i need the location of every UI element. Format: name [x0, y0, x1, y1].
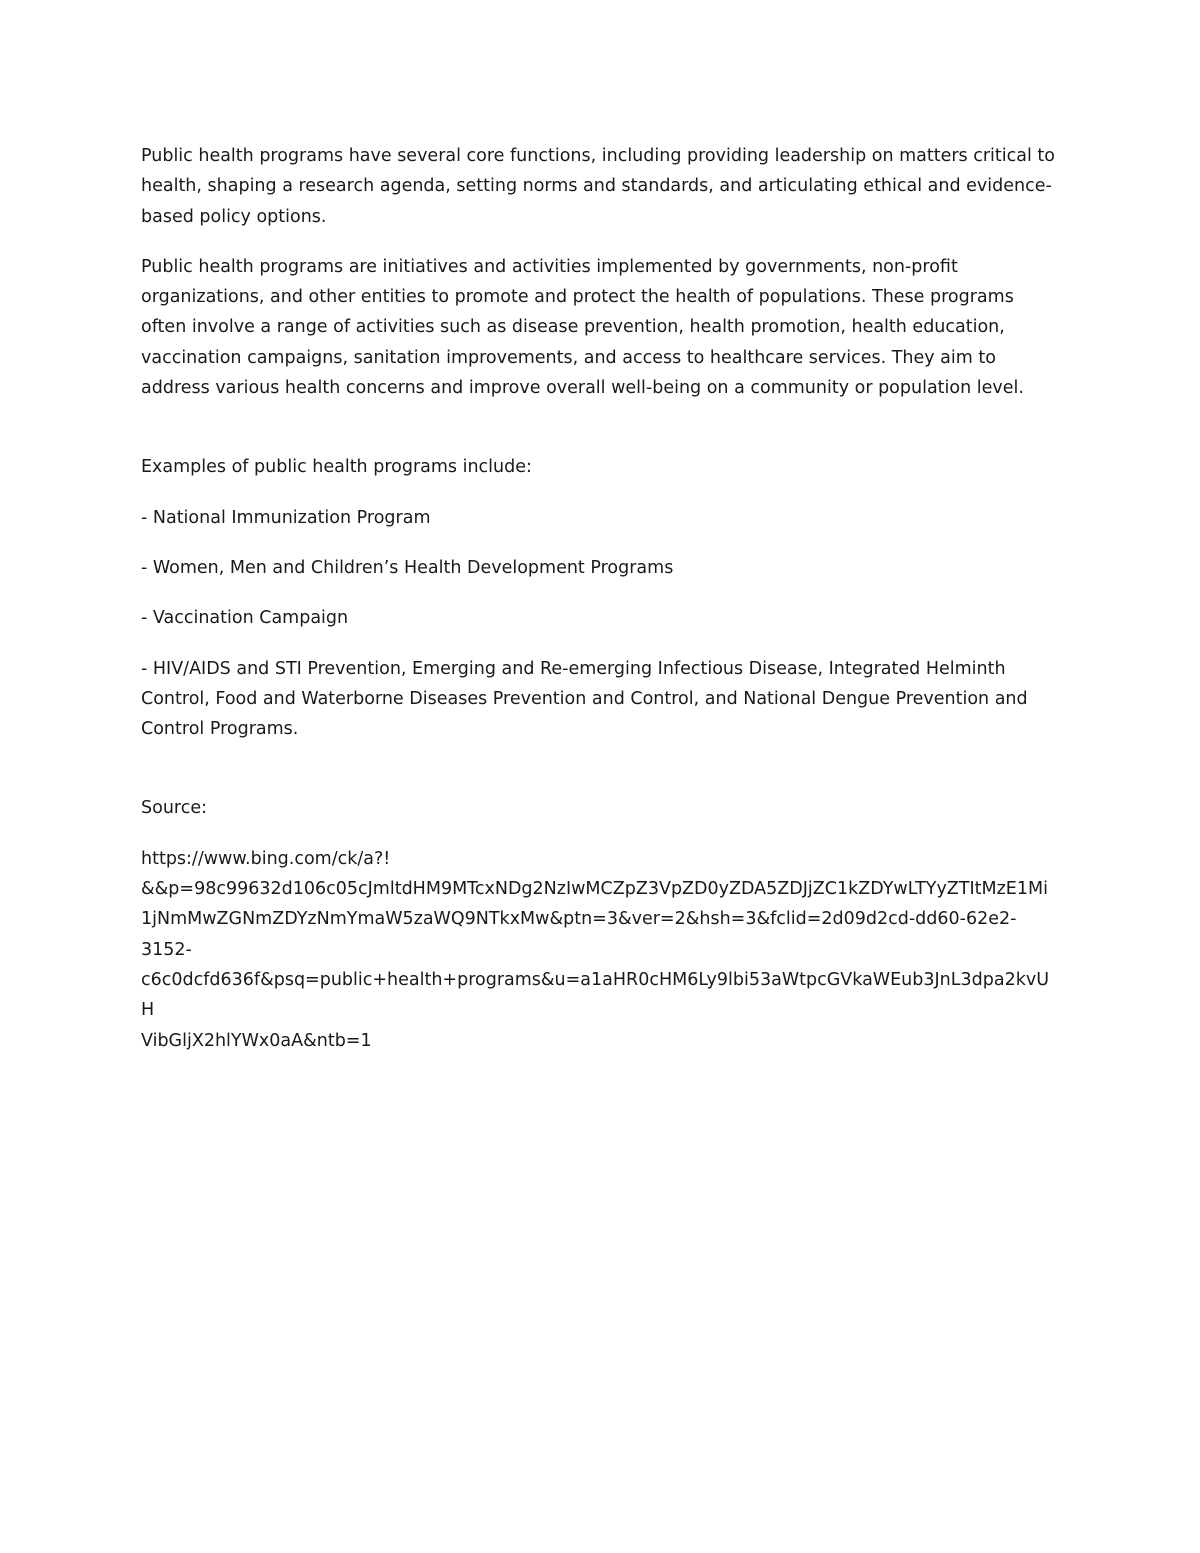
- source-link[interactable]: [141, 844, 1059, 1056]
- source-url-line: c6c0dcfd636f&psq=public+health+programs&u=a1aHR0cHM6Ly9lbi53aWtpcGVkaWEub3JnL3dpa2kvUH: [141, 969, 1050, 1021]
- source-label: Source:: [141, 798, 208, 819]
- source-url-line: VibGljX2hlYWx0aA&ntb=1: [141, 1030, 372, 1051]
- paragraph-definition: Public health programs are initiatives and activities implemented by governments, non-profit organizations, and other entities to promote and protect the health of populations. These programs often involve a range of activities such as disease prevention, health promotion, health education, vaccination campaigns, sanitation improvements, and access to healthcare services. They aim to address various health concerns and improve overall well-being on a community or population level.: [141, 256, 1024, 399]
- source-url-line: 3152-: [141, 939, 192, 960]
- example-item: - Vaccination Campaign: [141, 608, 349, 629]
- source-url-line: 1jNmMwZGNmZDYzNmYmaW5zaWQ9NTkxMw&ptn=3&ver=2&hsh=3&fclid=2d09d2cd-dd60-62e2-: [141, 909, 1017, 930]
- example-item: - HIV/AIDS and STI Prevention, Emerging and Re-emerging Infectious Disease, Integrated Helminth Control, Food and Waterborne Diseases Prevention and Control, and National Dengue Prevention and Control Programs.: [141, 658, 1028, 740]
- source-url-line: &&p=98c99632d106c05cJmltdHM9MTcxNDg2NzIwMCZpZ3VpZD0yZDA5ZDJjZC1kZDYwLTYyZTItMzE1Mi: [141, 879, 1048, 900]
- document-body: [141, 141, 1059, 1056]
- examples-heading: Examples of public health programs include:: [141, 457, 532, 478]
- example-item: - National Immunization Program: [141, 507, 431, 528]
- example-item: - Women, Men and Children’s Health Development Programs: [141, 557, 674, 578]
- paragraph-core-functions: Public health programs have several core functions, including providing leadership on matters critical to health, shaping a research agenda, setting norms and standards, and articulating ethical and evidence-based policy options.: [141, 146, 1055, 227]
- source-url-line: https://www.bing.com/ck/a?!: [141, 848, 391, 869]
